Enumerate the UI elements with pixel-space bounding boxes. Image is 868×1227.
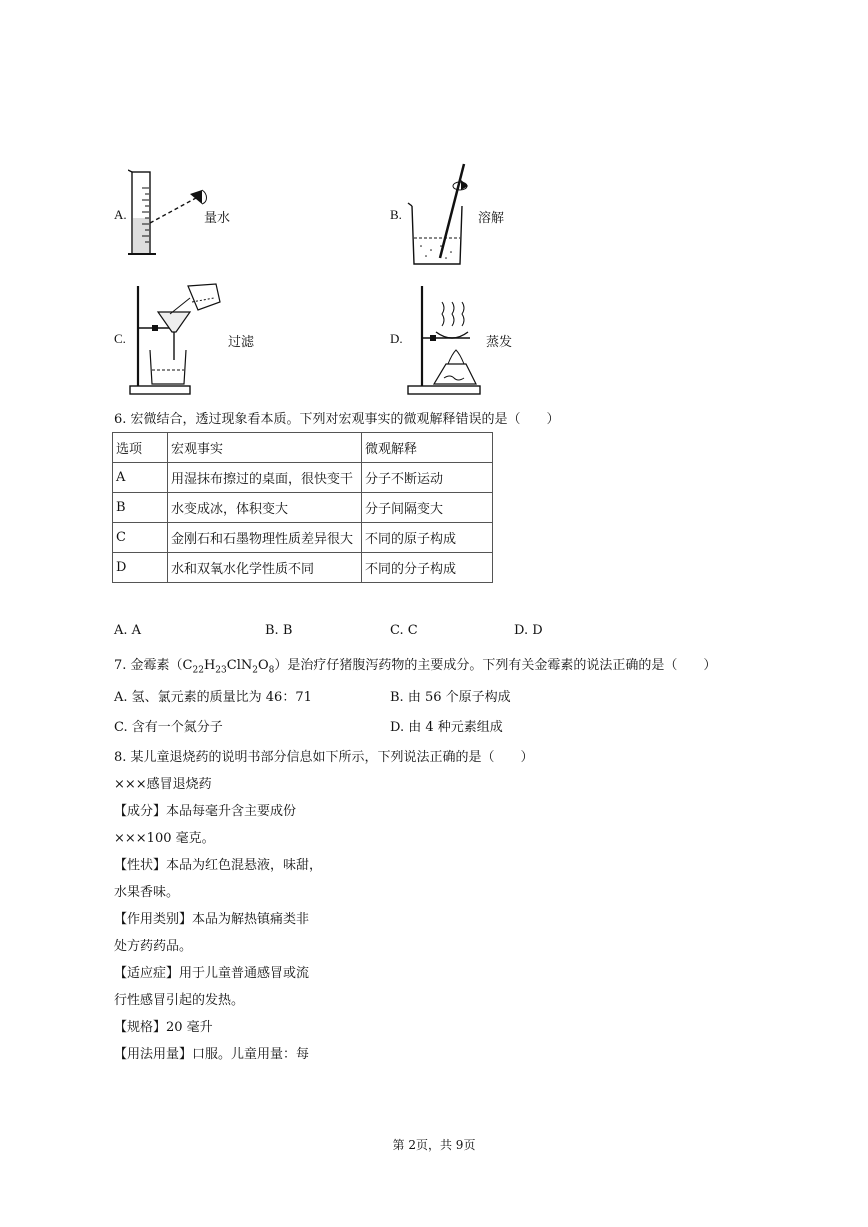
leaflet-line: 水果香味。 (114, 885, 180, 900)
leaflet-line: 【适应症】用于儿童普通感冒或流 (114, 966, 310, 981)
q7-choice-b: B. 由 56 个原子构成 (390, 690, 511, 705)
leaflet-line: 【成分】本品每毫升含主要成份 (114, 804, 297, 819)
cell-micro-explanation: 不同的分子构成 (362, 553, 493, 583)
evaporation-figure (404, 282, 488, 396)
q7-choice-c: C. 含有一个氮分子 (114, 720, 223, 735)
q7-stem-prefix: 7. 金霉素（ (114, 658, 183, 673)
table-row (113, 553, 493, 583)
cell-option: A (113, 463, 168, 493)
cell-option: D (113, 553, 168, 583)
cell-macro-fact: 用湿抹布擦过的桌面，很快变干 (168, 463, 362, 493)
header-option: 选项 (113, 433, 168, 463)
q7-stem (114, 654, 716, 676)
option-b-letter: B. (390, 207, 402, 222)
chemical-formula: $C_{22}H_{23}ClN_2O_8$ (182, 658, 275, 676)
q7-choice-a: A. 氢、氯元素的质量比为 46：71 (114, 690, 312, 705)
option-c-letter: C. (114, 331, 126, 346)
option-a-caption: 量水 (204, 210, 231, 225)
cell-micro-explanation: 不同的原子构成 (362, 523, 493, 553)
leaflet-line: 处方药药品。 (114, 939, 193, 954)
beaker-stirring-figure (406, 160, 480, 268)
cell-option: B (113, 493, 168, 523)
leaflet-line: 【性状】本品为红色混悬液，味甜， (114, 858, 323, 873)
header-micro-explanation: 微观解释 (362, 433, 493, 463)
header-macro-fact: 宏观事实 (168, 433, 362, 463)
measuring-cylinder-figure (128, 168, 210, 260)
cell-macro-fact: 水变成冰，体积变大 (168, 493, 362, 523)
table-row (113, 523, 493, 553)
table-row (113, 493, 493, 523)
option-a-letter: A. (114, 207, 127, 222)
cell-micro-explanation: 分子间隔变大 (362, 493, 493, 523)
q7-stem-suffix: ）是治疗仔猪腹泻药物的主要成分。下列有关金霉素的说法正确的是（ ） (274, 658, 717, 673)
leaflet-line: ×××感冒退烧药 (114, 777, 212, 792)
q6-choice-d: D. D (514, 623, 543, 638)
option-d-letter: D. (390, 331, 403, 346)
q6-stem: 6. 宏微结合，透过现象看本质。下列对宏观事实的微观解释错误的是（ ） (114, 412, 560, 427)
page-footer: 第 2页，共 9页 (392, 1138, 476, 1152)
table-header-row (113, 433, 493, 463)
q6-choice-a: A. A (114, 623, 142, 638)
q7-choice-d: D. 由 4 种元素组成 (390, 720, 503, 735)
q8-stem: 8. 某儿童退烧药的说明书部分信息如下所示，下列说法正确的是（ ） (114, 750, 534, 765)
cell-macro-fact: 水和双氧水化学性质不同 (168, 553, 362, 583)
q6-choice-b: B. B (265, 623, 293, 638)
leaflet-line: 【规格】20 毫升 (114, 1020, 213, 1035)
cell-macro-fact: 金刚石和石墨物理性质差异很大 (168, 523, 362, 553)
leaflet-line: 行性感冒引起的发热。 (114, 993, 245, 1008)
table-row (113, 463, 493, 493)
leaflet-line: 【用法用量】口服。儿童用量：每 (114, 1047, 310, 1062)
cell-micro-explanation: 分子不断运动 (362, 463, 493, 493)
filtration-figure (126, 276, 230, 396)
option-b-caption: 溶解 (478, 210, 505, 225)
option-d-caption: 蒸发 (486, 334, 513, 349)
q6-table (112, 432, 493, 583)
leaflet-line: 【作用类别】本品为解热镇痛类非 (114, 912, 310, 927)
q6-choice-c: C. C (390, 623, 418, 638)
leaflet-line: ×××100 毫克。 (114, 831, 215, 846)
option-c-caption: 过滤 (228, 334, 255, 349)
cell-option: C (113, 523, 168, 553)
